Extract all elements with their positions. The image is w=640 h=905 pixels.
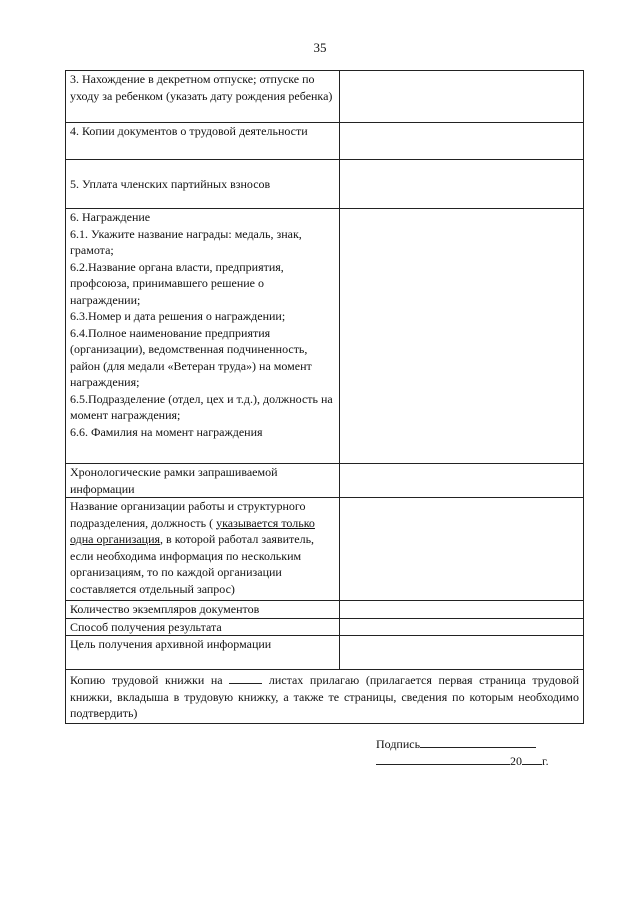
date-field[interactable] xyxy=(376,752,510,765)
award-item-enterprise: 6.4.Полное наименование предприятия (организации), ведомственная подчиненность, район (для медали «Ветеран труда») на момент награждения; xyxy=(70,325,312,389)
date-line-row xyxy=(376,752,549,769)
table-row xyxy=(66,71,584,123)
attachment-note xyxy=(66,670,584,724)
award-value-cell[interactable] xyxy=(340,209,584,464)
table-row xyxy=(66,209,584,464)
signature-line-row xyxy=(376,735,549,752)
award-section xyxy=(66,209,340,464)
year-field[interactable] xyxy=(522,752,542,765)
award-item-department: 6.5.Подразделение (отдел, цех и т.д.), должность на момент награждения; xyxy=(70,391,333,422)
table-row xyxy=(66,498,584,601)
attachment-note-after: листах прилагаю (прилагается первая страница трудовой книжки, вкладыша в трудовую книжку, а также те страницы, сведения по которым необходимо подтвердить) xyxy=(70,673,579,720)
chronological-range-value-cell[interactable] xyxy=(340,464,584,498)
work-documents-copies-value-cell[interactable] xyxy=(340,123,584,160)
year-suffix: г. xyxy=(542,754,549,768)
decree-leave-value-cell[interactable] xyxy=(340,71,584,123)
organization-label xyxy=(66,498,340,601)
work-documents-copies-label: 4. Копии документов о трудовой деятельности xyxy=(66,123,340,160)
attachment-note-before: Копию трудовой книжки на xyxy=(70,673,230,687)
table-row xyxy=(66,670,584,724)
award-item-name: 6.1. Укажите название награды: медаль, знак, грамота; xyxy=(70,226,302,257)
table-row xyxy=(66,160,584,209)
purpose-value-cell[interactable] xyxy=(340,636,584,670)
organization-label-part1: Название организации работы и структурного подразделения, должность ( xyxy=(70,499,306,530)
chronological-range-label: Хронологические рамки запрашиваемой информации xyxy=(66,464,340,498)
signature-block xyxy=(376,735,549,769)
table-row xyxy=(66,464,584,498)
page-number: 35 xyxy=(313,40,327,55)
organization-label-part2: , в которой работал заявитель, если необходима информация по нескольким организациям, то по каждой организации составляется отдельный запрос) xyxy=(70,532,315,596)
award-heading: 6. Награждение xyxy=(70,210,151,224)
year-prefix: 20 xyxy=(510,754,522,768)
organization-label-underlined: указывается только одна организация xyxy=(70,515,315,546)
purpose-label: Цель получения архивной информации xyxy=(66,636,340,670)
organization-value-cell[interactable] xyxy=(340,498,584,601)
sheet-count-blank[interactable] xyxy=(229,671,262,684)
signature-field[interactable] xyxy=(420,735,536,748)
party-dues-label: 5. Уплата членских партийных взносов xyxy=(66,160,340,209)
party-dues-value-cell[interactable] xyxy=(340,160,584,209)
copies-count-label: Количество экземпляров документов xyxy=(66,601,340,619)
table-row xyxy=(66,636,584,670)
award-item-surname: 6.6. Фамилия на момент награждения xyxy=(70,424,263,439)
signature-label: Подпись xyxy=(376,737,421,751)
copies-count-value-cell[interactable] xyxy=(340,601,584,619)
award-item-authority: 6.2.Название органа власти, предприятия, профсоюза, принимавшего решение о награждении; xyxy=(70,259,284,307)
table-row xyxy=(66,123,584,160)
delivery-method-label: Способ получения результата xyxy=(66,618,340,636)
award-item-decision: 6.3.Номер и дата решения о награждении; xyxy=(70,309,286,323)
decree-leave-label: 3. Нахождение в декретном отпуске; отпуске по уходу за ребенком (указать дату рождения ребенка) xyxy=(66,71,340,123)
archive-request-form-table xyxy=(65,70,584,724)
table-row xyxy=(66,618,584,636)
table-row xyxy=(66,601,584,619)
delivery-method-value-cell[interactable] xyxy=(340,618,584,636)
